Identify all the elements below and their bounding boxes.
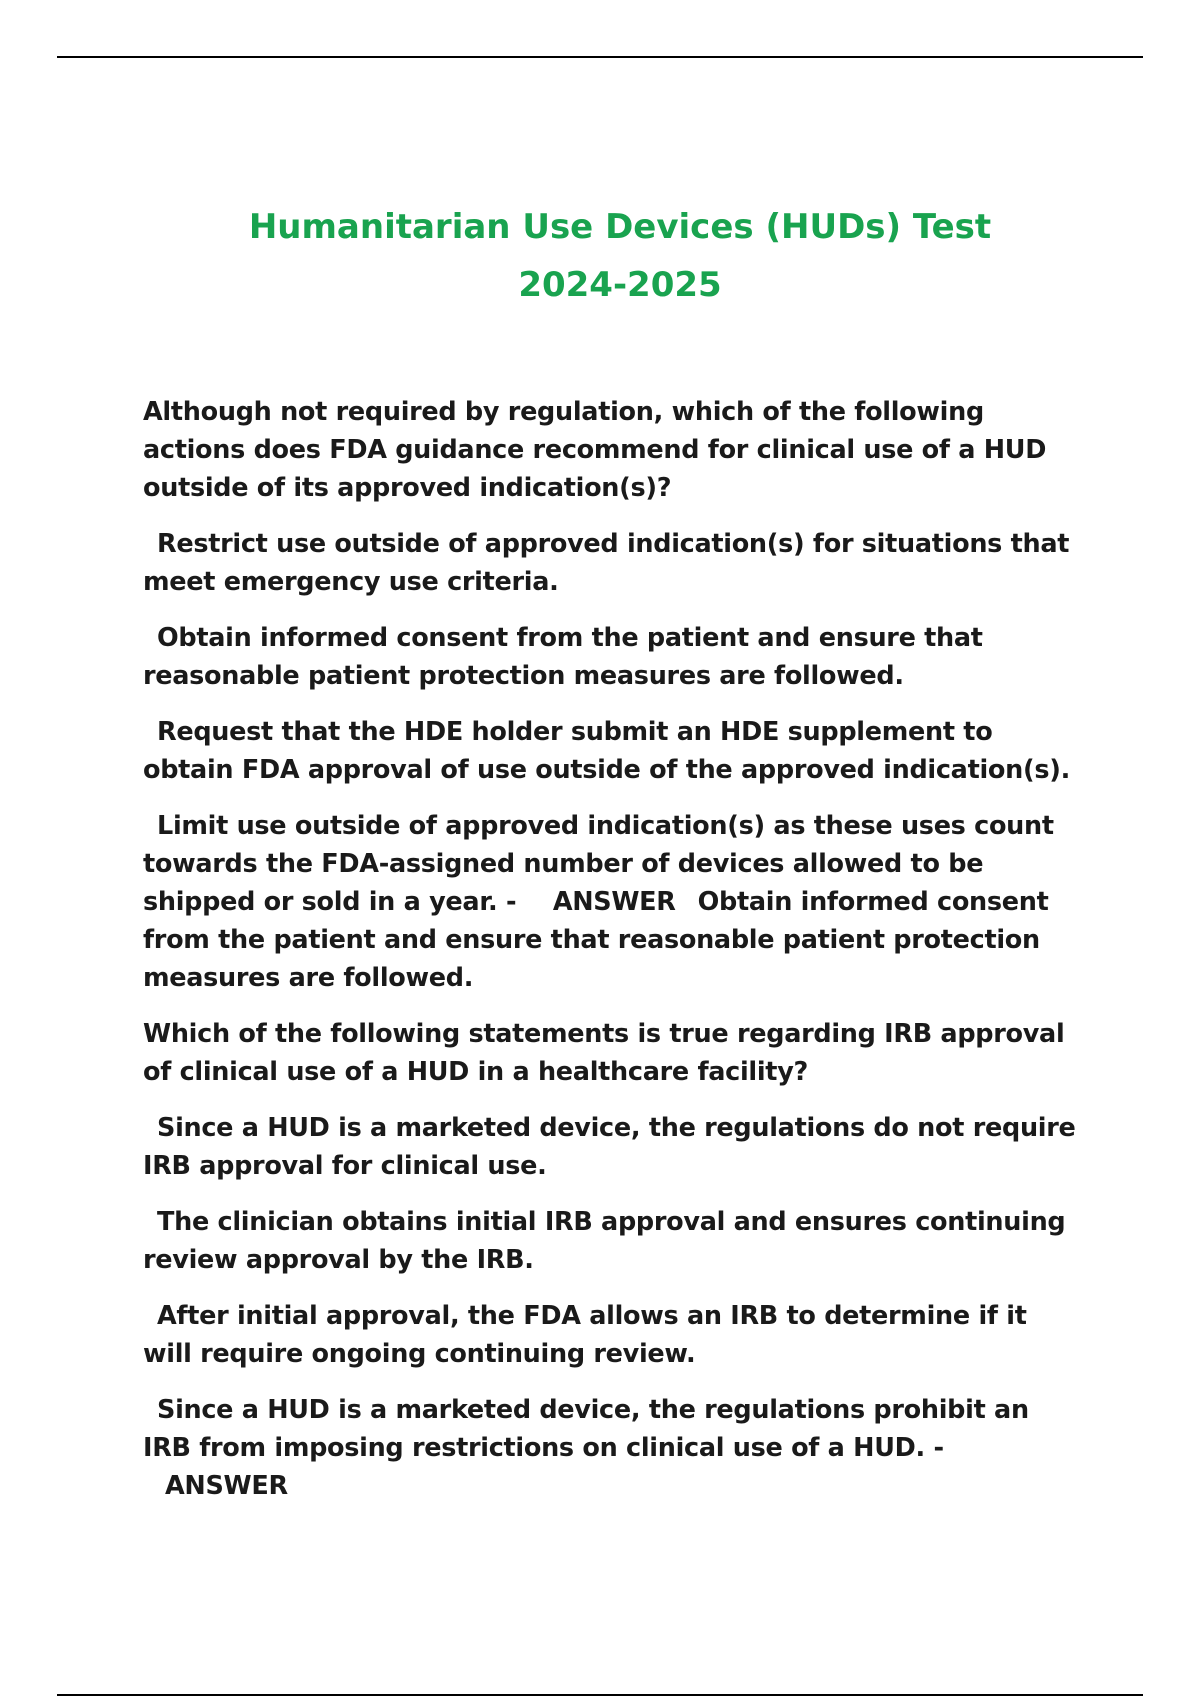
q1-answer-label: ANSWER: [552, 887, 676, 917]
title-line-2: 2024-2025: [518, 265, 722, 305]
q2-option-4-text: Since a HUD is a marketed device, the regulations prohibit an IRB from imposing restrictions on clinical use of a HUD.: [143, 1395, 1029, 1463]
q1-option-1: [143, 525, 1083, 601]
q1-option-3: [143, 713, 1083, 789]
q1-separator: -: [505, 887, 517, 917]
question-1: Although not required by regulation, which of the following actions does FDA guidance recommend for clinical use of a HUD outside of its approved indication(s)?: [143, 397, 1047, 503]
document-body: [143, 393, 1083, 1523]
q1-option-3-text: Request that the HDE holder submit an HDE supplement to obtain FDA approval of use outside of the approved indication(s).: [143, 717, 1070, 785]
q2-option-2: [143, 1203, 1083, 1279]
q1-option-4-text: Limit use outside of approved indication(s) as these uses count towards the FDA-assigned number of devices allowed to be shipped or sold in a year.: [143, 811, 1054, 917]
q2-separator: -: [933, 1433, 944, 1463]
q1-option-4-with-answer: [143, 807, 1083, 997]
q2-option-1-text: Since a HUD is a marketed device, the regulations do not require IRB approval for clinical use.: [143, 1113, 1076, 1181]
q2-option-2-text: The clinician obtains initial IRB approval and ensures continuing review approval by the IRB.: [143, 1207, 1066, 1275]
q2-answer-label: ANSWER: [165, 1471, 288, 1501]
top-rule: [57, 56, 1143, 58]
title-line-1: Humanitarian Use Devices (HUDs) Test: [248, 207, 992, 247]
q1-option-2: [143, 619, 1083, 695]
q1-option-1-text: Restrict use outside of approved indication(s) for situations that meet emergency use criteria.: [143, 529, 1070, 597]
q1-answer-text: Obtain informed consent from the patient and ensure that reasonable patient protection measures are followed.: [143, 887, 1049, 993]
q2-option-4-with-answer: [143, 1391, 1083, 1505]
bottom-rule: [57, 1694, 1143, 1696]
q2-option-3: [143, 1297, 1083, 1373]
question-2: Which of the following statements is true regarding IRB approval of clinical use of a HUD in a healthcare facility?: [143, 1019, 1065, 1087]
q2-option-3-text: After initial approval, the FDA allows an IRB to determine if it will require ongoing continuing review.: [143, 1301, 1027, 1369]
q1-option-2-text: Obtain informed consent from the patient and ensure that reasonable patient protection measures are followed.: [143, 623, 983, 691]
page-title: [100, 198, 1140, 314]
q2-option-1: [143, 1109, 1083, 1185]
